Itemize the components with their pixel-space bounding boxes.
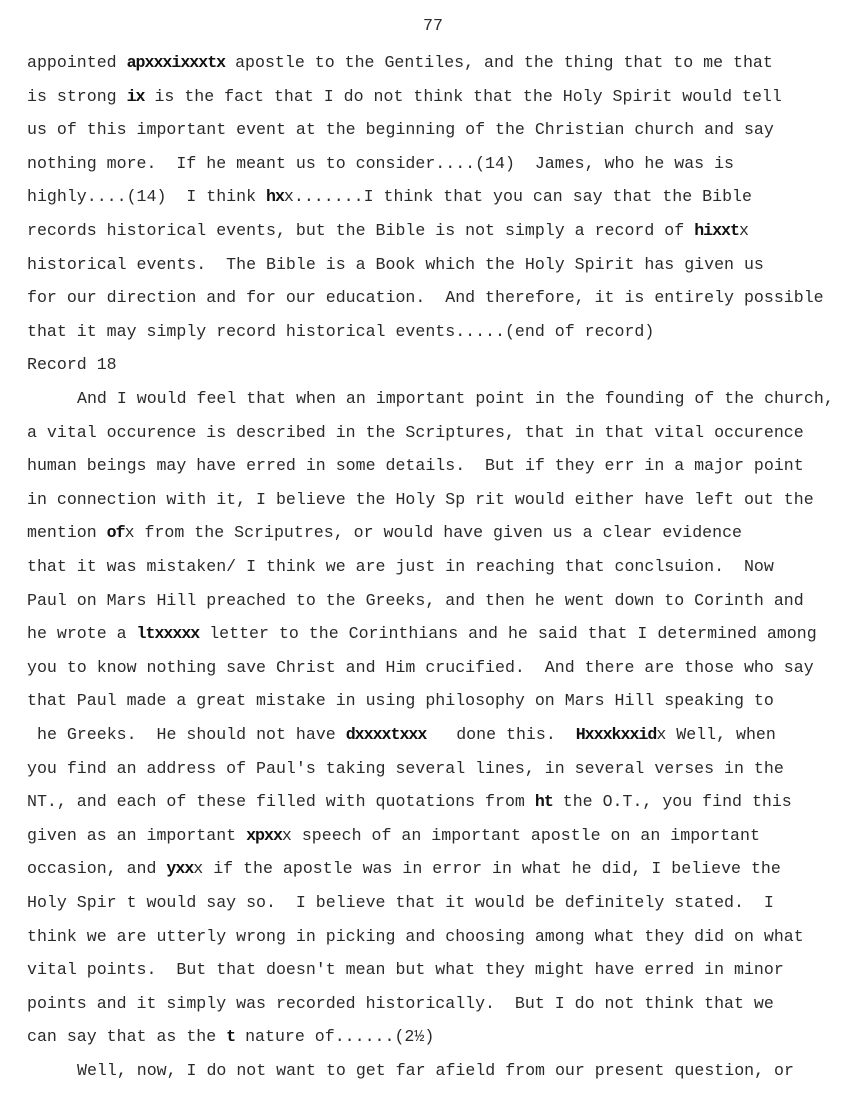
text-segment: Record 18 [27, 355, 117, 375]
text-line [27, 926, 804, 948]
overstruck-text: xpxx [246, 825, 282, 845]
text-line [27, 791, 792, 813]
text-segment: points and it simply was recorded historically. But I do not think that we [27, 993, 774, 1013]
text-segment: nature of......(2½) [235, 1027, 435, 1047]
text-segment: Well, now, I do not want to get far afield from our present question, or [77, 1061, 794, 1080]
text-segment: you find an address of Paul's taking several lines, in several verses in the [27, 758, 784, 778]
text-segment: occasion, and [27, 859, 167, 879]
text-segment: the O.T., you find this [552, 792, 792, 812]
text-line [27, 489, 814, 511]
text-segment: us of this important event at the beginning of the Christian church and say [27, 120, 774, 140]
text-segment: And I would feel that when an important point in the founding of the church, [77, 389, 834, 408]
text-segment: that it was mistaken/ I think we are just in reaching that conclsuion. Now [27, 557, 774, 576]
text-segment: he Greeks. He should not have [37, 725, 346, 744]
text-line [77, 388, 834, 410]
overstruck-text: hixxt [694, 221, 739, 240]
text-segment: mention [27, 523, 107, 543]
text-line [27, 522, 742, 544]
text-segment: NT., and each of these filled with quotations from [27, 792, 535, 812]
text-line [27, 52, 773, 74]
text-line [27, 1026, 434, 1048]
text-line [27, 455, 804, 477]
text-line [27, 186, 752, 208]
text-segment: x [738, 221, 749, 240]
overstruck-text: hx [266, 187, 284, 207]
text-segment: vital points. But that doesn't mean but what they might have erred in minor [27, 960, 784, 980]
text-segment: a vital occurence is described in the Scriptures, that in that vital occurence [27, 422, 804, 442]
text-line [27, 254, 764, 276]
text-line [27, 892, 774, 914]
text-segment: he wrote a [27, 624, 137, 644]
text-segment: that it may simply record historical events.....(end of record) [27, 321, 655, 341]
text-segment: think we are utterly wrong in picking and choosing among what they did on what [27, 926, 804, 946]
text-segment: is strong [27, 86, 127, 106]
text-segment: you to know nothing save Christ and Him crucified. And there are those who say [27, 657, 814, 677]
text-segment: records historical events, but the Bible is not simply a record of [27, 221, 695, 240]
text-segment: letter to the Corinthians and he said that I determined among [199, 624, 817, 644]
text-line [27, 556, 774, 578]
text-segment: that Paul made a great mistake in using philosophy on Mars Hill speaking to [27, 691, 774, 711]
text-segment: is the fact that I do not think that the Holy Spirit would tell [144, 86, 782, 106]
text-line [27, 993, 774, 1015]
text-segment: nothing more. If he meant us to consider....(14) James, who he was is [27, 153, 735, 173]
overstruck-text: ix [126, 86, 145, 106]
text-line [27, 858, 781, 880]
text-line [27, 657, 814, 679]
overstruck-text: Hxxxkxxid [575, 725, 657, 744]
text-line [77, 1060, 794, 1082]
text-line [27, 690, 774, 712]
text-line [27, 422, 804, 444]
text-line [27, 959, 784, 981]
text-segment: highly....(14) I think [27, 187, 266, 207]
text-segment: x speech of an important apostle on an important [281, 825, 760, 845]
overstruck-text: dxxxxtxxx [345, 725, 427, 744]
text-line [37, 724, 776, 746]
text-line [27, 86, 782, 108]
text-segment: appointed [27, 53, 127, 72]
page-number: 77 [423, 16, 443, 35]
overstruck-text: ltxxxxx [136, 624, 200, 644]
text-segment: Paul on Mars Hill preached to the Greeks, and then he went down to Corinth and [27, 590, 804, 610]
text-segment: for our direction and for our education. And therefore, it is entirely possible [27, 288, 824, 308]
text-line [27, 354, 117, 376]
text-segment: x if the apostle was in error in what he did, I believe the [193, 859, 781, 879]
text-line [27, 321, 654, 343]
overstruck-text: apxxxixxxtx [126, 53, 226, 72]
text-segment: human beings may have erred in some details. But if they err in a major point [27, 456, 804, 476]
text-line [27, 287, 824, 309]
text-segment: can say that as the [27, 1027, 227, 1047]
text-line [27, 758, 784, 780]
text-segment: Holy Spir t would say so. I believe that it would be definitely stated. I [27, 893, 774, 912]
text-segment: in connection with it, I believe the Holy Sp rit would either have left out the [27, 489, 814, 509]
text-line [27, 590, 804, 612]
text-segment: historical events. The Bible is a Book which the Holy Spirit has given us [27, 254, 764, 274]
overstruck-text: t [226, 1027, 236, 1047]
text-line [27, 153, 734, 175]
text-line [27, 623, 817, 645]
overstruck-text: of [106, 523, 125, 543]
text-segment: x from the Scriputres, or would have given us a clear evidence [124, 523, 742, 543]
text-line [27, 119, 774, 141]
overstruck-text: ht [534, 792, 553, 812]
text-segment: apostle to the Gentiles, and the thing that to me that [225, 53, 773, 72]
text-segment: done this. [426, 725, 576, 744]
text-line [27, 825, 760, 847]
text-segment: given as an important [27, 825, 247, 845]
overstruck-text: yxx [166, 859, 194, 879]
text-segment: x.......I think that you can say that the Bible [283, 187, 752, 207]
text-line [27, 220, 749, 242]
text-segment: x Well, when [656, 725, 776, 744]
